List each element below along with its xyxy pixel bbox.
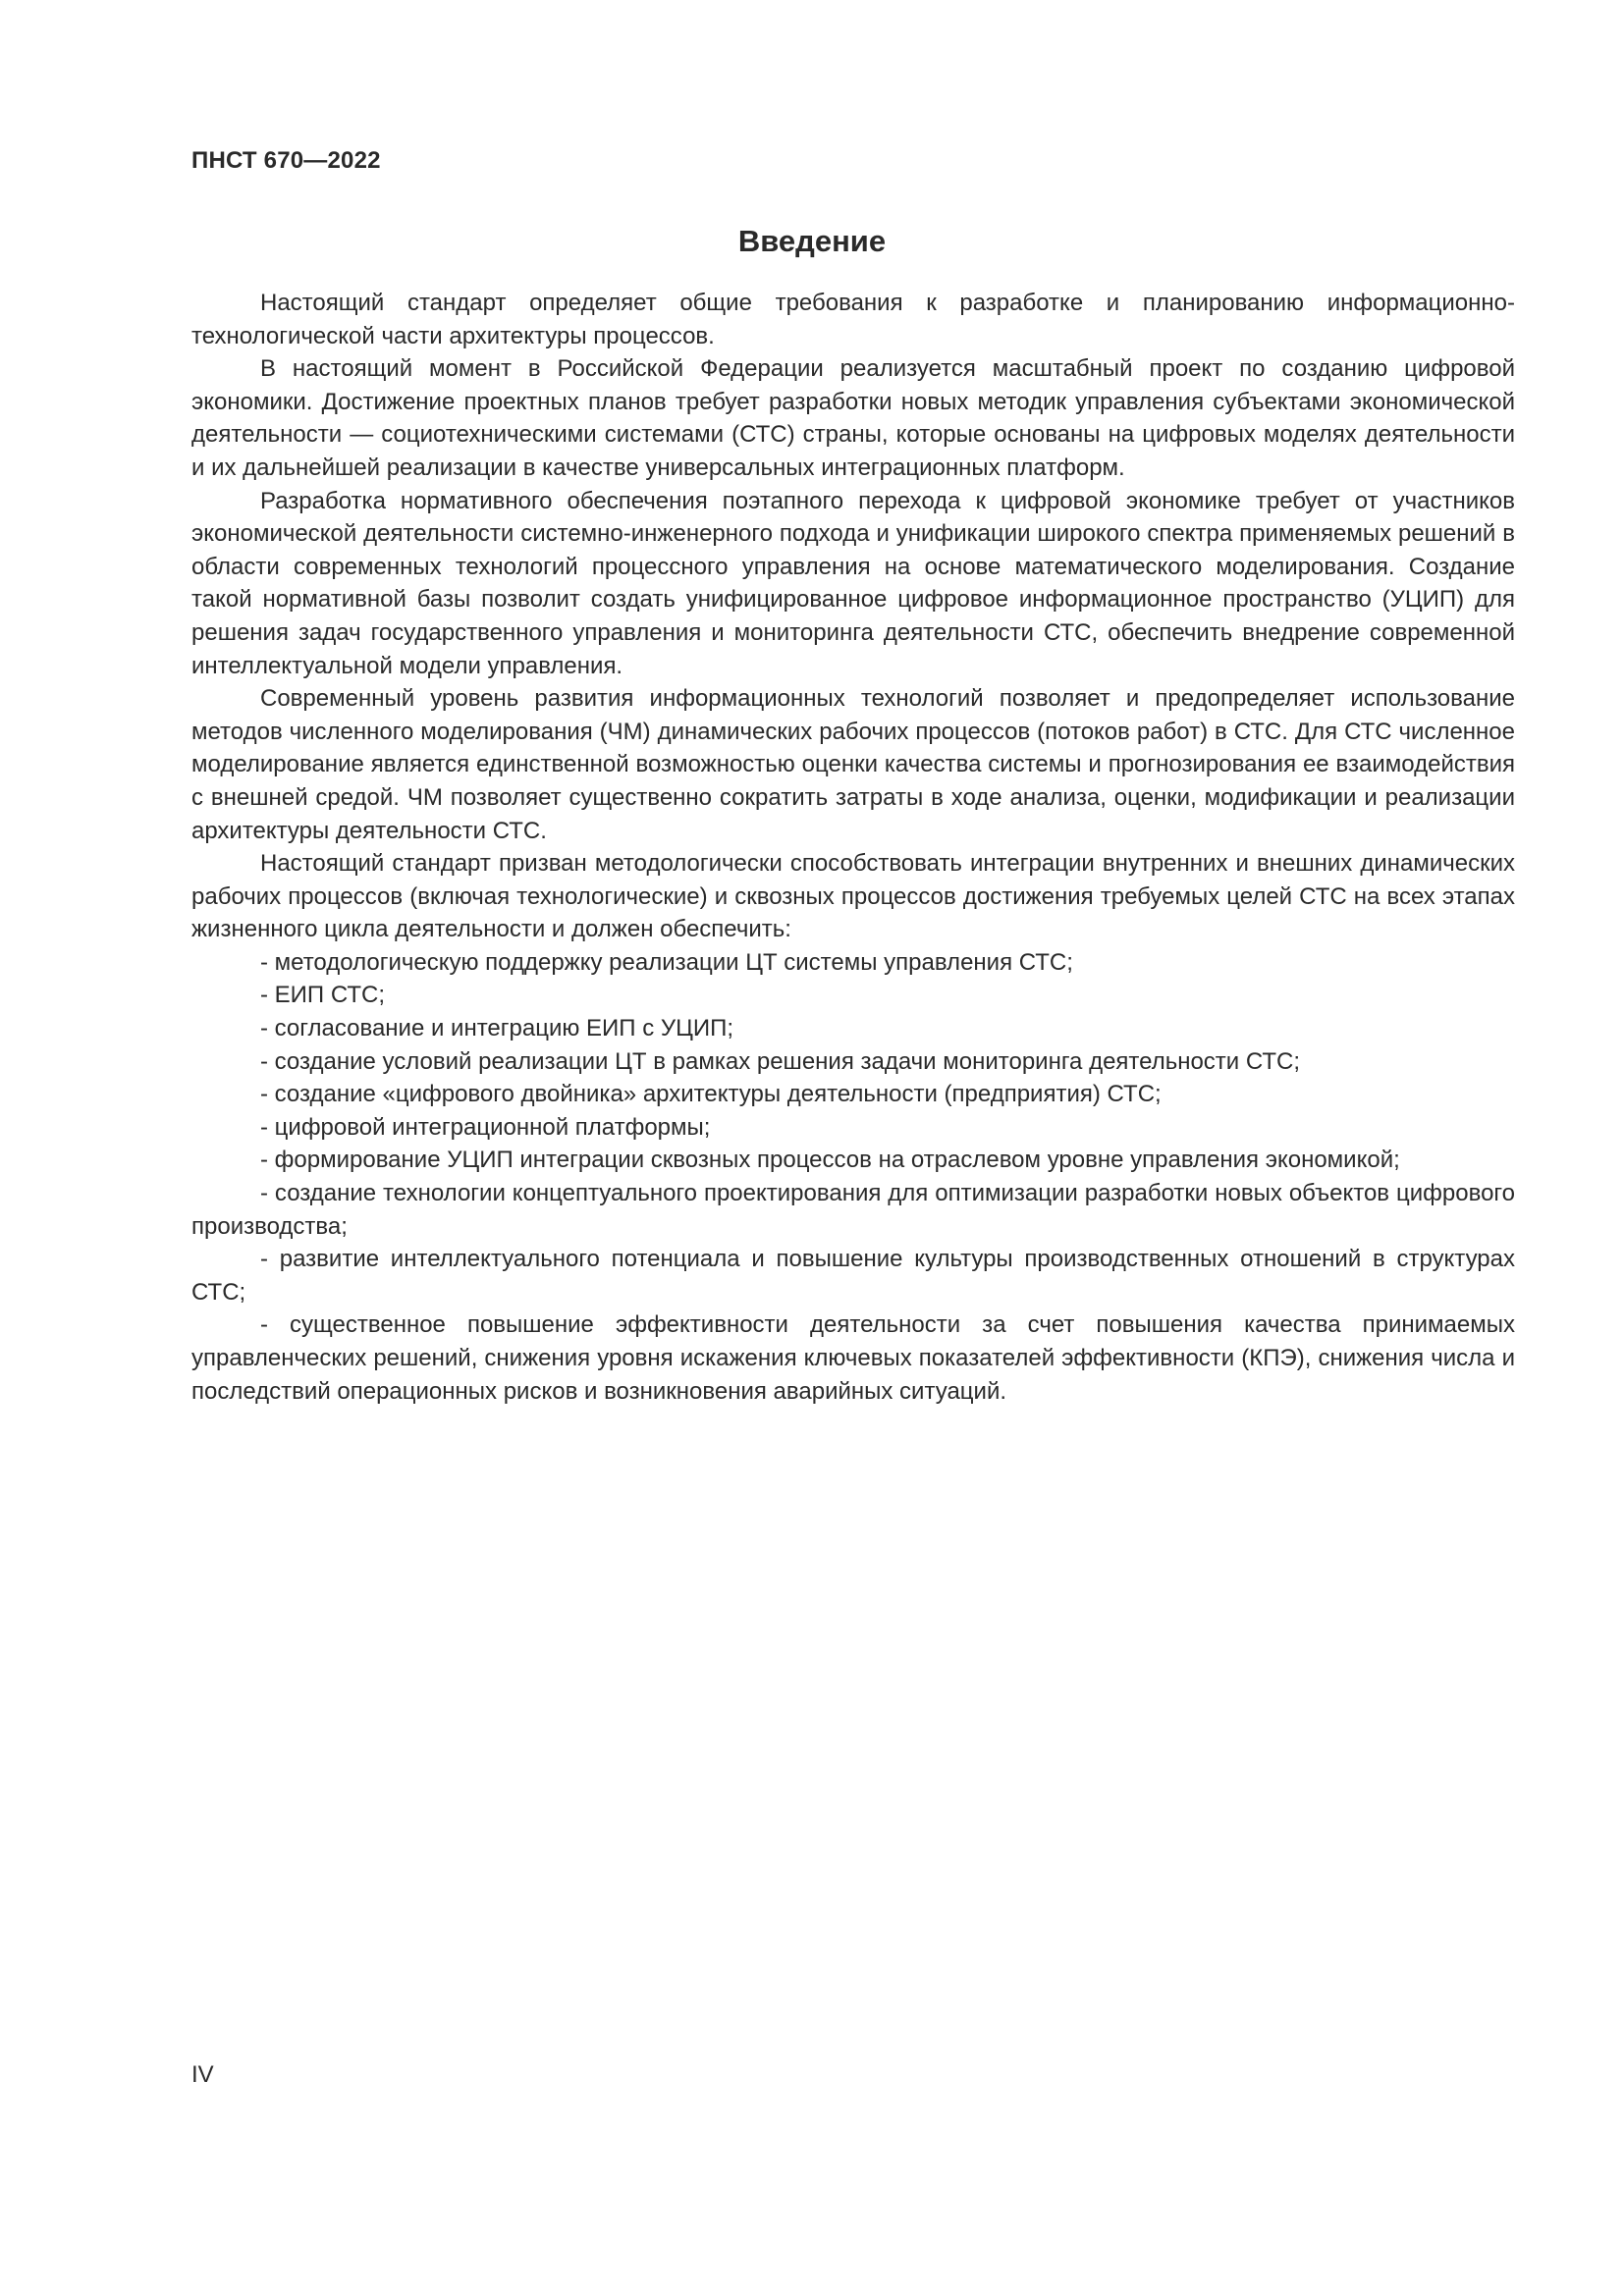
intro-body (191, 287, 1515, 1408)
list-item: - создание «цифрового двойника» архитектуры деятельности (предприятия) СТС; (260, 1081, 1162, 1108)
paragraph: Современный уровень развития информационных технологий позволяет и предопределяет использование методов численного моделирования (ЧМ) динамических рабочих процессов (потоков работ) в СТС. Для СТС численное моделирование является единственной возможностью оценки качества системы и прогнозирования ее взаимодействия с внешней средой. ЧМ позволяет существенно сократить затраты в ходе анализа, оценки, модификации и реализации архитектуры деятельности СТС. (191, 685, 1515, 844)
list-item: - развитие интеллектуального потенциала и повышение культуры производственных отношений в структурах СТС; (191, 1246, 1515, 1306)
list-item: - создание условий реализации ЦТ в рамках решения задачи мониторинга деятельности СТС; (260, 1047, 1301, 1075)
list-item: - существенное повышение эффективности деятельности за счет повышения качества принимаемых управленческих решений, снижения уровня искажения ключевых показателей эффективности (КПЭ), снижения числа и последствий операционных рисков и возникновения аварийных ситуаций. (191, 1311, 1515, 1405)
list-item: - цифровой интеграционной платформы; (260, 1113, 711, 1141)
list-item: - методологическую поддержку реализации ЦТ системы управления СТС; (260, 948, 1073, 976)
requirements-list (191, 946, 1515, 1408)
section-title: Введение (737, 224, 887, 258)
list-item: - согласование и интеграцию ЕИП с УЦИП; (260, 1015, 734, 1042)
list-item: - формирование УЦИП интеграции сквозных процессов на отраслевом уровне управления экономикой; (260, 1147, 1400, 1174)
list-item: - ЕИП СТС; (260, 982, 386, 1009)
paragraph: Разработка нормативного обеспечения поэтапного перехода к цифровой экономике требует от участников экономической деятельности системно-инженерного подхода и унификации широкого спектра применяемых решений в области современных технологий процессного управления на основе математического моделирования. Создание такой нормативной базы позволит создать унифицированное цифровое информационное пространство (УЦИП) для решения задач государственного управления и мониторинга деятельности СТС, обеспечить внедрение современной интеллектуальной модели управления. (191, 487, 1515, 679)
paragraph: В настоящий момент в Российской Федерации реализуется масштабный проект по созданию цифровой экономики. Достижение проектных планов требует разработки новых методик управления субъектами экономической деятельности — социотехническими системами (СТС) страны, которые основаны на цифровых моделях деятельности и их дальнейшей реализации в качестве универсальных интеграционных платформ. (191, 355, 1515, 481)
paragraph: Настоящий стандарт призван методологически способствовать интеграции внутренних и внешних динамических рабочих процессов (включая технологические) и сквозных процессов достижения требуемых целей СТС на всех этапах жизненного цикла деятельности и должен обеспечить: (191, 850, 1515, 943)
document-id: ПНСТ 670—2022 (191, 147, 381, 174)
paragraph: Настоящий стандарт определяет общие требования к разработке и планированию информационно-технологической части архитектуры процессов. (191, 290, 1515, 349)
page-number: IV (191, 2061, 214, 2088)
list-item: - создание технологии концептуального проектирования для оптимизации разработки новых объектов цифрового производства; (191, 1180, 1515, 1240)
